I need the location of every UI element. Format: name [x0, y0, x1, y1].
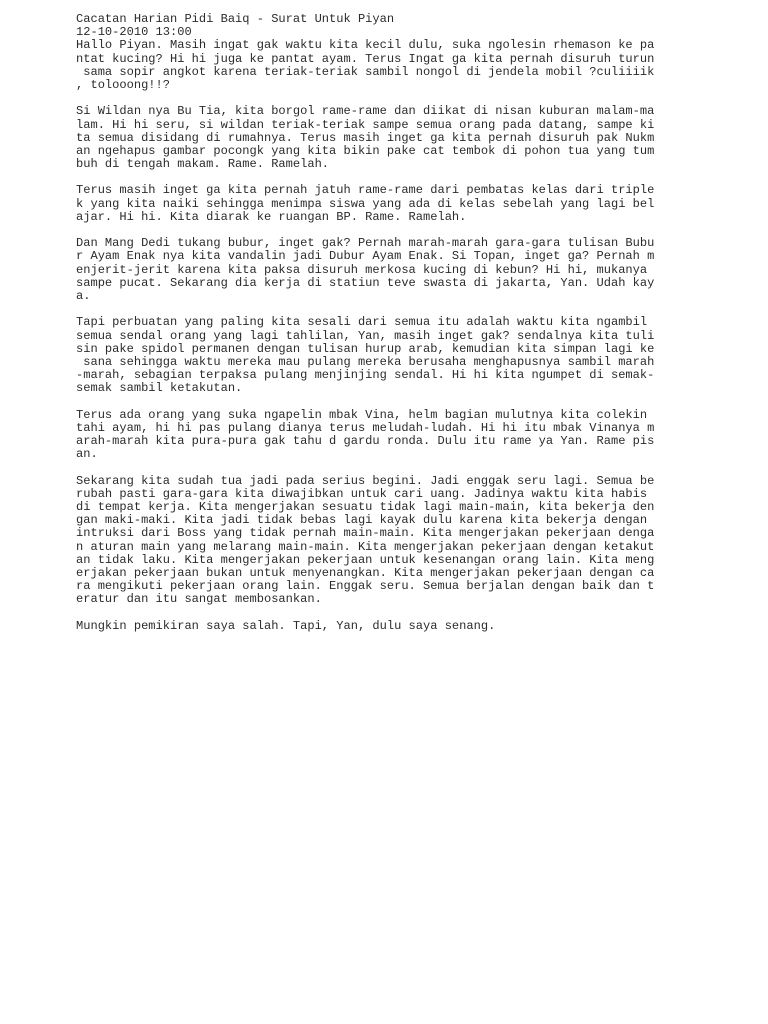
paragraph-line: Terus ada orang yang suka ngapelin mbak Vina, helm bagian mulutnya kita colekin: [76, 407, 648, 422]
paragraph-line: ajar. Hi hi. Kita diarak ke ruangan BP. Rame. Ramelah.: [76, 209, 467, 224]
paragraph-line: Dan Mang Dedi tukang bubur, inget gak? Pernah marah-marah gara-gara tulisan Bubu: [76, 236, 655, 251]
paragraph-line: , tolooong!!?: [76, 77, 170, 92]
paragraph-line: erjakan pekerjaan bukan untuk menyenangkan. Kita mengerjakan pekerjaan dengan ca: [76, 565, 655, 580]
paragraph-line: an tidak laku. Kita mengerjakan pekerjaan untuk kesenangan orang lain. Kita meng: [76, 552, 655, 567]
paragraph: [76, 184, 696, 224]
paragraph-line: di tempat kerja. Kita mengerjakan sesuatu tidak lagi main-main, kita bekerja den: [76, 499, 655, 514]
paragraph: [76, 237, 696, 303]
document-header: [76, 13, 696, 39]
paragraph-line: semak sambil ketakutan.: [76, 381, 243, 396]
paragraph-line: buh di tengah makam. Rame. Ramelah.: [76, 157, 330, 172]
paragraph-line: eratur dan itu sangat membosankan.: [76, 592, 322, 607]
paragraph-line: an ngehapus gambar pocongk yang kita bikin pake cat tembok di pohon tua yang tum: [76, 143, 655, 158]
document-title: Cacatan Harian Pidi Baiq - Surat Untuk Piyan: [76, 12, 395, 26]
paragraph-line: Si Wildan nya Bu Tia, kita borgol rame-rame dan diikat di nisan kuburan malam-ma: [76, 104, 655, 119]
paragraph-line: sama sopir angkot karena teriak-teriak sambil nongol di jendela mobil ?culiiiik: [76, 64, 655, 79]
paragraph-line: arah-marah kita pura-pura gak tahu d gardu ronda. Dulu itu rame ya Yan. Rame pis: [76, 434, 655, 448]
paragraph-line: semua sendal orang yang lagi tahlilan, Yan, masih inget gak? sendalnya kita tuli: [76, 328, 655, 343]
paragraph-line: sin pake spidol permanen dengan tulisan hurup arab, kemudian kita simpan lagi ke: [76, 341, 655, 356]
paragraph-line: Tapi perbuatan yang paling kita sesali dari semua itu adalah waktu kita ngambil: [76, 315, 648, 330]
paragraph-line: n aturan main yang melarang main-main. Kita mengerjakan pekerjaan dengan ketakut: [76, 539, 655, 554]
paragraph-line: sampe pucat. Sekarang dia kerja di statiun teve swasta di jakarta, Yan. Udah kay: [76, 275, 655, 290]
document-page: [76, 13, 696, 633]
paragraph: [76, 105, 696, 171]
paragraph-line: ra mengikuti pekerjaan orang lain. Enggak seru. Semua berjalan dengan baik dan t: [76, 579, 655, 594]
paragraph-line: r Ayam Enak nya kita vandalin jadi Dubur Ayam Enak. Si Topan, inget ga? Pernah m: [76, 249, 655, 264]
paragraph-line: enjerit-jerit karena kita paksa disuruh merkosa kucing di kebun? Hi hi, mukanya: [76, 262, 648, 277]
paragraph-line: an.: [76, 447, 98, 462]
paragraph-line: k yang kita naiki sehingga menimpa siswa yang ada di kelas sebelah yang lagi bel: [76, 196, 655, 211]
paragraph: [76, 409, 696, 462]
paragraph-line: sana sehingga waktu mereka mau pulang mereka berusaha menghapusnya sambil marah: [76, 354, 655, 369]
paragraph-line: intruksi dari Boss yang tidak pernah main-main. Kita mengerjakan pekerjaan denga: [76, 526, 655, 541]
paragraph-line: Hallo Piyan. Masih ingat gak waktu kita kecil dulu, suka ngolesin rhemason ke pa: [76, 38, 655, 53]
paragraph-line: Mungkin pemikiran saya salah. Tapi, Yan, dulu saya senang.: [76, 618, 496, 633]
paragraph-line: lam. Hi hi seru, si wildan teriak-teriak sampe semua orang pada datang, sampe ki: [76, 117, 655, 132]
paragraph: [76, 316, 696, 395]
paragraph-line: ntat kucing? Hi hi juga ke pantat ayam. Terus Ingat ga kita pernah disuruh turun: [76, 51, 655, 66]
paragraph-line: -marah, sebagian terpaksa pulang menjinjing sendal. Hi hi kita ngumpet di semak-: [76, 368, 655, 383]
paragraph-line: a.: [76, 288, 91, 303]
paragraph: [76, 39, 696, 92]
paragraph-line: gan maki-maki. Kita jadi tidak bebas lagi kayak dulu karena kita bekerja dengan: [76, 513, 648, 528]
paragraph-line: rubah pasti gara-gara kita diwajibkan untuk cari uang. Jadinya waktu kita habis: [76, 486, 648, 501]
paragraph: [76, 620, 696, 633]
paragraph-line: Terus masih inget ga kita pernah jatuh rame-rame dari pembatas kelas dari triple: [76, 183, 655, 198]
paragraph: [76, 475, 696, 607]
document-body: [76, 39, 696, 632]
paragraph-line: tahi ayam, hi hi pas pulang dianya terus meludah-ludah. Hi hi itu mbak Vinanya m: [76, 420, 655, 435]
paragraph-line: ta semua disidang di rumahnya. Terus masih inget ga kita pernah disuruh pak Nukm: [76, 130, 655, 145]
document-datetime: 12-10-2010 13:00: [76, 25, 192, 40]
paragraph-line: Sekarang kita sudah tua jadi pada serius begini. Jadi enggak seru lagi. Semua be: [76, 473, 655, 488]
